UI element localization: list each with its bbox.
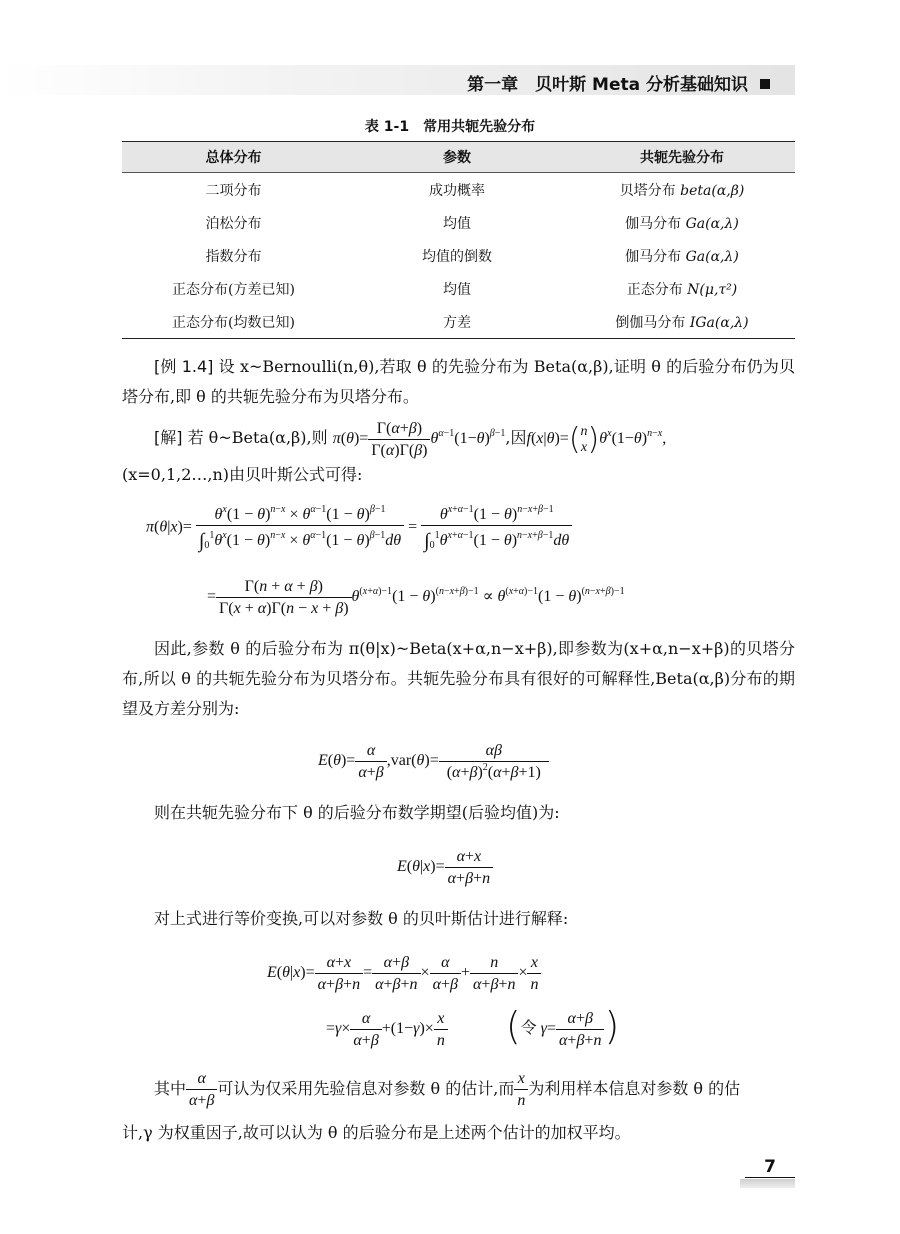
- likelihood-formula: f(x|θ)=(n $x)\theta^x(1-\theta)^{n-x}$,: [526, 422, 667, 458]
- table-row: [122, 173, 795, 207]
- table-cell-prior: [569, 206, 795, 239]
- table-row: [122, 206, 795, 239]
- fraction: $\frac{x}{n}$: [527, 952, 541, 995]
- footer-rule: [745, 1177, 795, 1178]
- table-cell-population: 正态分布(方差已知): [172, 281, 295, 298]
- running-head-text: 第一章 贝叶斯 Meta 分析基础知识: [467, 75, 748, 95]
- fraction: $\frac{\alpha+\beta}{\alpha+\beta+n}$: [556, 1008, 604, 1051]
- posterior-equation-line-2: = $\frac{\Gamma(n + \alpha + \beta)}{\Gamma(x + \alpha)\Gamma(n - x + \beta)}$ $\theta^{(x+\alpha)-1}(1 - \theta)^{(n-x+\beta)-1} \propto \theta^{(x+\alpha)-1}(1 - \theta)^{(n-x+\beta)-1}$: [207, 578, 625, 617]
- table-cell-prior: [569, 173, 795, 207]
- table-cell-population: 指数分布: [205, 248, 262, 265]
- conjugate-prior-table: [122, 141, 795, 339]
- page-number: 7: [764, 1157, 776, 1177]
- fraction: $\frac{\alpha}{\alpha+\beta}$: [186, 1068, 217, 1111]
- table-row: [122, 305, 795, 339]
- table-cell-prior: [569, 239, 795, 272]
- table-cell-population: 二项分布: [205, 182, 262, 199]
- table-cell-population: 泊松分布: [205, 215, 262, 232]
- paragraph-text: 可认为仅采用先验信息对参数 θ 的估计,而: [217, 1079, 515, 1098]
- fraction: $\frac{\alpha}{\alpha+\beta}$: [430, 952, 461, 995]
- column-header: 总体分布: [122, 142, 345, 173]
- prior-name: 倒伽马分布: [615, 314, 686, 331]
- decomposition-equation-line-2: =γ× $\frac{\alpha}{\alpha+\beta}$ +(1−γ)× $\frac{x}{n}$ (令 γ= $\frac{\alpha+\beta}{\alpha+\beta+n}$ ): [326, 1004, 620, 1049]
- decomposition-equation-line-1: E(θ|x)= $\frac{\alpha+x}{\alpha+\beta+n}$ = $\frac{\alpha+\beta}{\alpha+\beta+n}$ × $\frac{\alpha}{\alpha+\beta}$ + $\frac{n}{\alpha+\beta+n}$ × $\frac{x}{n}$: [267, 952, 541, 995]
- fraction: $\frac{\alpha+\beta}{\alpha+\beta+n}$: [372, 952, 420, 995]
- paragraph-text: 为利用样本信息对参数 θ 的估: [528, 1079, 741, 1098]
- prior-name: 贝塔分布: [619, 182, 676, 199]
- table-cell-prior: [569, 305, 795, 339]
- column-header: 共轭先验分布: [569, 142, 795, 173]
- table-header-row: [122, 142, 795, 173]
- prior-symbol: Ga(α,λ): [685, 248, 739, 265]
- fraction: $\frac{\alpha+x}{\alpha+\beta+n}$: [315, 952, 363, 995]
- footer-band: [740, 1179, 795, 1188]
- table-row: [122, 272, 795, 305]
- square-bullet-icon: [760, 79, 770, 89]
- let-word: 令: [520, 1020, 537, 1037]
- solution-text: ,因: [505, 428, 527, 448]
- prior-density-formula: π(θ)= $\frac{\Gamma(\alpha+\beta)}{\Gamma(\alpha)\Gamma(\beta)}$ $\theta^{\alpha-1}(1-\theta)^{\beta-1}$: [332, 420, 506, 459]
- prior-symbol: IGa(α,λ): [689, 314, 749, 331]
- paragraph-text: 其中: [154, 1079, 187, 1098]
- table-cell-parameter: 均值: [443, 215, 471, 232]
- posterior-mean-equation: E(θ|x)= $\frac{\alpha+x}{\alpha+\beta+n}$: [397, 846, 493, 889]
- table-cell-parameter: 均值: [443, 281, 471, 298]
- paragraph: 则在共轭先验分布下 θ 的后验分布数学期望(后验均值)为:: [154, 803, 560, 822]
- paragraph: 对上式进行等价变换,可以对参数 θ 的贝叶斯估计进行解释:: [154, 909, 569, 928]
- paragraph: 因此,参数 θ 的后验分布为 π(θ|x)~Beta(x+α,n−x+β),即参数为(x+α,n−x+β)的贝塔分布,所以 θ 的共轭先验分布为贝塔分布。共轭先验分布具有很好的可解释性,Beta(α,β)分布的期望及方差分别为:: [122, 639, 795, 718]
- posterior-equation-line-1: π(θ|x)= $\frac{\theta^x(1 - \theta)^{n-x} \times \theta^{\alpha-1}(1 - \theta)^{\beta-1}}{\int_0^1\theta^x(1 - \theta)^{n-x} \times \theta^{\alpha-1}(1 - \theta)^{\beta-1}d\theta}$ = $\frac{\theta^{x+\alpha-1}(1 - \theta)^{n-x+\beta-1}}{\int_0^1\theta^{x+\alpha-1}(1 - \theta)^{n-x+\beta-1}d\theta}$: [146, 504, 572, 552]
- fraction: $\frac{\alpha+x}{\alpha+\beta+n}$: [445, 846, 493, 889]
- fraction: $\frac{\theta^{x+\alpha-1}(1 - \theta)^{n-x+\beta-1}}{\int_0^1\theta^{x+\alpha-1}(1 - \theta)^{n-x+\beta-1}d\theta}$: [421, 504, 572, 552]
- prior-symbol: Ga(α,λ): [685, 215, 739, 232]
- fraction: $\frac{\Gamma(n + \alpha + \beta)}{\Gamma(x + \alpha)\Gamma(n - x + \beta)}$: [216, 576, 352, 619]
- table-cell-parameter: 方差: [345, 305, 569, 339]
- prior-symbol: N(μ,τ²): [687, 281, 738, 298]
- table-cell-population: 正态分布(均数已知): [122, 305, 345, 339]
- table-row: [122, 239, 795, 272]
- prior-name: 伽马分布: [625, 215, 682, 232]
- solution-text: 若 θ~Beta(α,β),则: [187, 428, 328, 448]
- paragraph-line: 计,γ 为权重因子,故可以认为 θ 的后验分布是上述两个估计的加权平均。: [122, 1123, 631, 1142]
- solution-label: [解]: [154, 428, 183, 448]
- example-paragraph: [122, 352, 795, 412]
- fraction: $\frac{\Gamma(\alpha+\beta)}{\Gamma(\alpha)\Gamma(\beta)}$: [368, 418, 430, 461]
- solution-line: [154, 418, 666, 461]
- fraction: $\frac{x}{n}$: [514, 1068, 528, 1111]
- fraction: $\frac{\alpha}{\alpha+\beta}$: [350, 1008, 381, 1051]
- prior-symbol: beta(α,β): [680, 182, 745, 199]
- table-cell-prior: [569, 272, 795, 305]
- fraction: $\frac{n}{\alpha+\beta+n}$: [470, 952, 518, 995]
- fraction: $\frac{\alpha}{\alpha+\beta}$: [355, 740, 386, 783]
- example-label: [例 1.4]: [154, 357, 214, 376]
- paragraph-line: [154, 1068, 740, 1111]
- prior-name: 伽马分布: [625, 248, 682, 265]
- table-cell-parameter: 均值的倒数: [422, 248, 492, 265]
- prior-name: 正态分布: [626, 281, 683, 298]
- column-header: 参数: [345, 142, 569, 173]
- table-caption: 表 1-1 常用共轭先验分布: [364, 119, 536, 135]
- table-cell-parameter: 成功概率: [429, 182, 485, 199]
- fraction: $\frac{\theta^x(1 - \theta)^{n-x} \times \theta^{\alpha-1}(1 - \theta)^{\beta-1}}{\int_0^1\theta^x(1 - \theta)^{n-x} \times \theta^{\alpha-1}(1 - \theta)^{\beta-1}d\theta}$: [196, 504, 404, 552]
- example-text: 设 x~Bernoulli(n,θ),若取 θ 的先验分布为 Beta(α,β),证明 θ 的后验分布仍为贝塔分布,即 θ 的共轭先验分布为贝塔分布。: [122, 357, 795, 406]
- solution-line-2: (x=0,1,2…,n)由贝叶斯公式可得:: [122, 465, 363, 484]
- fraction: $\frac{\alpha\beta}{(\alpha+\beta)^2(\alpha+\beta+1)}$: [439, 740, 549, 783]
- running-head: [467, 70, 770, 95]
- beta-moments-equation: E(θ)= $\frac{\alpha}{\alpha+\beta}$ ,var(θ)= $\frac{\alpha\beta}{(\alpha+\beta)^2(\alpha+\beta+1)}$: [318, 740, 549, 783]
- fraction: $\frac{x}{n}$: [434, 1008, 448, 1051]
